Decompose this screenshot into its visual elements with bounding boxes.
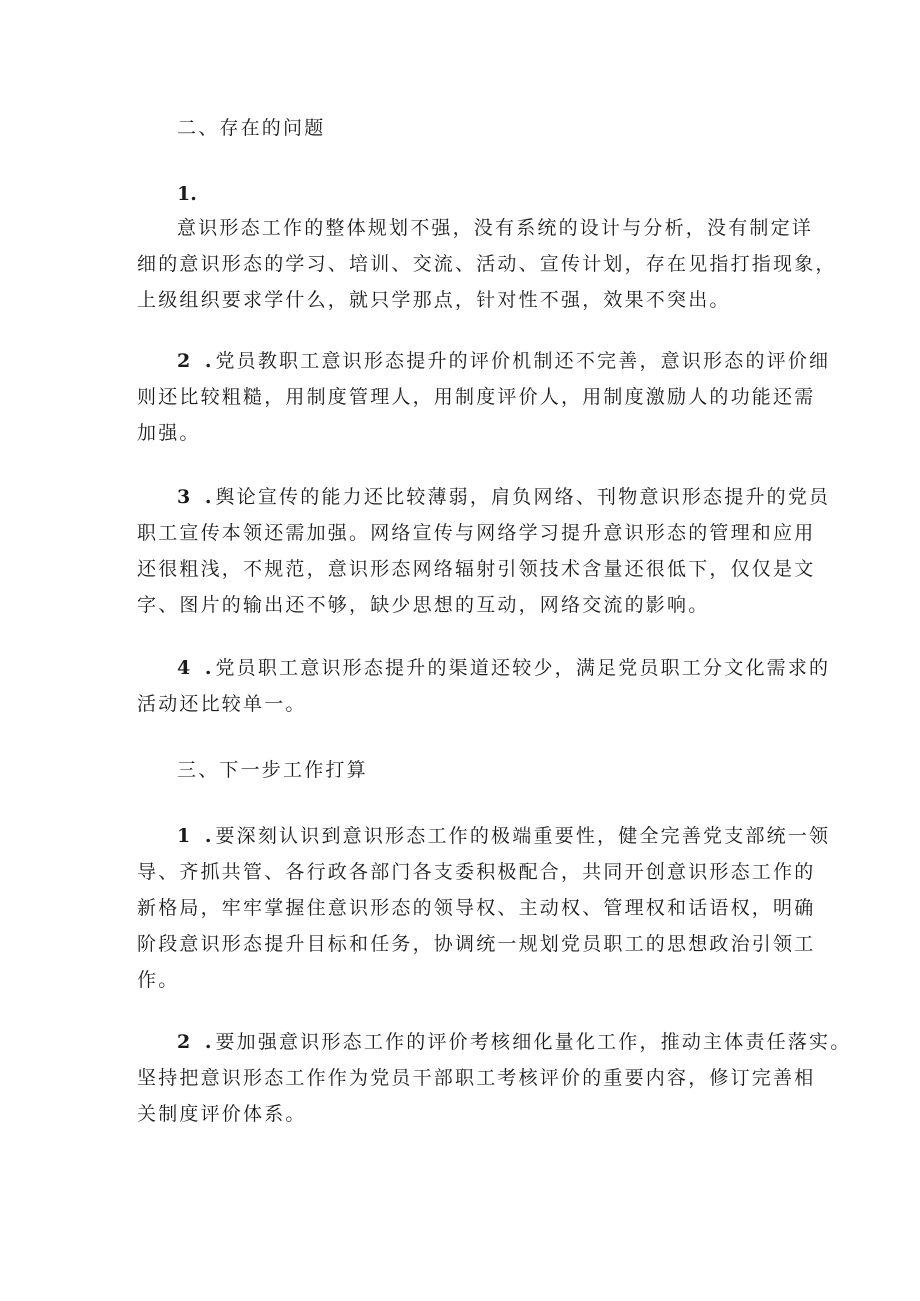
paragraph-line: 上级组织要求学什么，就只学那点，针对性不强，效果不突出。 — [137, 289, 731, 311]
problem-item-1-number: 1. — [177, 183, 197, 205]
paragraph-line: 导、齐抓共管、各行政各部门各支委积极配合，共同开创意识形态工作的 — [137, 861, 816, 883]
plan-item-1 — [137, 818, 831, 998]
paragraph-line: 还很粗浅，不规范，意识形态网络辐射引领技术含量还很低下，仅仅是文 — [137, 558, 816, 580]
item-text: 舆论宣传的能力还比较薄弱，肩负网络、刊物意识形态提升的党员 — [215, 486, 831, 508]
problem-item-1 — [137, 210, 837, 318]
paragraph-line: 作。 — [137, 969, 180, 991]
paragraph-line: 加强。 — [137, 422, 201, 444]
problem-item-4 — [137, 650, 831, 722]
problem-item-2 — [137, 343, 831, 451]
paragraph-line: 阶段意识形态提升目标和任务，协调统一规划党员职工的思想政治引领工 — [137, 933, 816, 955]
item-text: 党员职工意识形态提升的渠道还较少，满足党员职工分文化需求的 — [215, 657, 831, 679]
paragraph-line: 职工宣传本领还需加强。网络宣传与网络学习提升意识形态的管理和应用 — [137, 522, 816, 544]
item-text: 党员教职工意识形态提升的评价机制还不完善，意识形态的评价细 — [215, 350, 831, 372]
section-heading-plan: 三、下一步工作打算 — [177, 759, 368, 781]
paragraph-line: 活动还比较单一。 — [137, 693, 307, 715]
item-number: 3 . — [177, 486, 216, 508]
paragraph-line — [137, 479, 831, 515]
item-text: 要深刻认识到意识形态工作的极端重要性，健全完善党支部统一领 — [215, 825, 831, 847]
plan-item-2 — [137, 1024, 852, 1132]
item-number: 4 . — [177, 657, 216, 679]
paragraph-line: 关制度评价体系。 — [137, 1103, 307, 1125]
item-number: 2 . — [177, 1031, 216, 1053]
section-heading-problems: 二、存在的问题 — [177, 117, 326, 139]
item-number: 1 . — [177, 825, 216, 847]
paragraph-line: 新格局，牢牢掌握住意识形态的领导权、主动权、管理权和话语权，明确 — [137, 897, 816, 919]
item-number: 2 . — [177, 350, 216, 372]
paragraph-line — [137, 818, 831, 854]
paragraph-line — [137, 650, 831, 686]
paragraph-line: 字、图片的输出还不够，缺少思想的互动，网络交流的影响。 — [137, 594, 710, 616]
paragraph-line: 细的意识形态的学习、培训、交流、活动、宣传计划，存在见指打指现象， — [137, 253, 837, 275]
paragraph-line: 意识形态工作的整体规划不强，没有系统的设计与分析，没有制定详 — [177, 217, 814, 239]
paragraph-line — [137, 343, 831, 379]
paragraph-line — [137, 1024, 852, 1060]
paragraph-line: 坚持把意识形态工作作为党员干部职工考核评价的重要内容，修订完善相 — [137, 1067, 816, 1089]
item-text: 要加强意识形态工作的评价考核细化量化工作，推动主体责任落实。 — [215, 1031, 852, 1053]
problem-item-3 — [137, 479, 831, 623]
paragraph-line: 则还比较粗糙，用制度管理人，用制度评价人，用制度激励人的功能还需 — [137, 386, 816, 408]
